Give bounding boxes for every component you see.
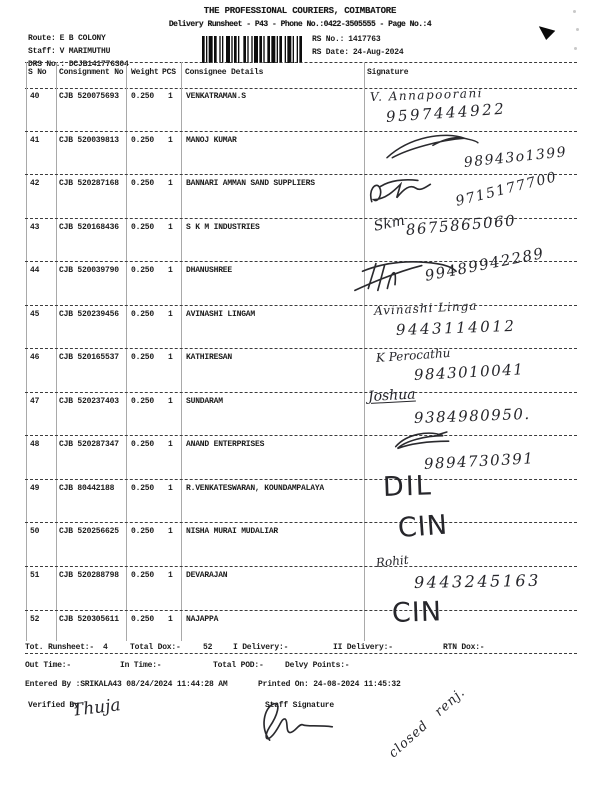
cell-s-no: 51 [30,571,40,581]
signature-scrawl [392,430,456,456]
cell-weight: 0.250 [131,571,155,581]
col-header-consignee: Consignee Details [185,68,264,77]
closed-note-handwriting [386,685,468,761]
rs-no-value: 1417763 [348,35,381,44]
signature-handwriting-row-49 [383,472,433,503]
handwriting-text: CIN [391,596,443,629]
cell-consignment: CJB 520239456 [59,309,119,319]
staff-line [28,47,114,56]
staff-signature-label: Staff Signature [265,701,335,710]
printed-on-line: Printed On: 24-08-2024 11:45:32 [258,680,401,689]
cell-consignment: CJB 520168436 [59,222,119,232]
total-dox-label: Total Dox:- [130,643,181,652]
signature-handwriting-row-50 [396,509,449,544]
cell-consignee: R.VENKATESWARAN, KOUNDAMPALAYA [186,483,325,493]
cell-weight: 0.250 [131,614,155,624]
handwriting-text: Avinashi Linga [373,298,478,318]
cell-consignment: CJB 520237403 [59,396,119,406]
in-time-label: In Time:- [120,661,162,670]
scan-speck [576,28,579,31]
cell-pcs: 1 [168,179,173,189]
route-value: E B COLONY [59,34,106,43]
cell-consignment: CJB 520287347 [59,440,119,450]
cell-consignee: KATHIRESAN [186,353,233,363]
cell-consignee: NAJAPPA [186,614,219,624]
table-top-rule [25,62,577,63]
cell-s-no: 52 [30,614,40,624]
cell-consignment: CJB 520039790 [59,266,119,276]
page-subtitle: Delivery Runsheet - P43 - Phone No.:0422-3505555 - Page No.:4 [168,20,432,29]
drs-value: DCJB141776304 [68,60,129,69]
cell-pcs: 1 [168,440,173,450]
handwriting-text: 9894730391 [423,449,535,473]
handwriting-text: 9715177700 [454,169,559,210]
table-row [25,480,577,524]
signature-handwriting-row-46 [375,345,525,384]
signature-handwriting-row-52 [392,598,442,629]
cell-pcs: 1 [168,135,173,145]
cell-pcs: 1 [168,396,173,406]
page-title: THE PROFESSIONAL COURIERS, COIMBATORE [203,6,397,16]
closed-note-word-1: closed [386,717,432,762]
cell-consignment: CJB 520256625 [59,527,119,537]
cell-pcs: 1 [168,571,173,581]
cell-s-no: 44 [30,266,40,276]
cell-s-no: 46 [30,353,40,363]
cell-pcs: 1 [168,527,173,537]
cell-consignment: CJB 520288798 [59,571,119,581]
cell-pcs: 1 [168,309,173,319]
cell-pcs: 1 [168,483,173,493]
cell-s-no: 41 [30,135,40,145]
cell-pcs: 1 [168,222,173,232]
cell-weight: 0.250 [131,396,155,406]
handwriting-text: 9443114012 [395,316,517,339]
handwriting-text: 9384980950. [413,404,531,427]
route-line [28,34,110,43]
handwriting-text: Skm [372,212,407,235]
cell-s-no: 40 [30,92,40,101]
signature-handwriting-row-43 [372,211,517,239]
verified-by-label: Verified By [28,701,79,710]
out-time-label: Out Time:- [25,661,72,670]
handwriting-text: 8675865060 [405,211,517,239]
handwriting-text: 9597444922 [385,99,507,126]
cell-consignee: NISHA MURAI MUDALIAR [186,527,279,537]
cell-consignment: CJB 520075693 [59,92,119,101]
cell-weight: 0.250 [131,527,155,537]
cell-consignment: CJB 80442188 [59,483,115,493]
cell-pcs: 1 [168,266,173,276]
ii-delivery-label: II Delivery:- [333,643,393,652]
cell-pcs: 1 [168,614,173,624]
verified-by-handwriting: Thuja [70,695,122,721]
handwriting-text: DIL [382,470,434,503]
cell-s-no: 43 [30,222,40,232]
cell-weight: 0.250 [131,309,155,319]
rs-no-label: RS No.: [312,35,345,44]
rs-date-line [312,48,407,57]
cell-consignee: S K M INDUSTRIES [186,222,260,232]
col-header-s-no: S No [28,68,47,77]
barcode [202,36,302,63]
total-pod-label: Total POD:- [213,661,264,670]
cell-consignee: BANNARI AMMAN SAND SUPPLIERS [186,179,315,189]
drs-label: DRS No.: [28,60,65,69]
cell-consignee: SUNDARAM [186,396,223,406]
cell-weight: 0.250 [131,179,155,189]
cell-s-no: 49 [30,483,40,493]
cell-s-no: 45 [30,309,40,319]
handwriting-text: V. Annapoorani [369,86,484,104]
cell-consignee: DHANUSHREE [186,266,233,276]
cell-s-no: 42 [30,179,40,189]
rs-number-line [312,35,384,44]
cell-pcs: 1 [168,92,173,101]
signature-handwriting-row-44 [353,243,546,285]
cell-consignment: CJB 520039813 [59,135,119,145]
handwriting-text: 9843010041 [413,360,525,384]
col-header-signature: Signature [367,68,409,77]
rs-date-label: RS Date: [312,48,349,57]
cell-consignee: VENKATRAMAN.S [186,92,246,101]
delvy-points-label: Delvy Points:- [285,661,350,670]
staff-value: V MARIMUTHU [59,47,111,56]
handwriting-text: 98943o1399 [463,144,568,171]
cell-weight: 0.250 [131,440,155,450]
handwriting-text: K Perocathu [375,345,451,365]
cell-consignment: CJB 520165537 [59,353,119,363]
total-runsheet-value: 4 [103,643,108,652]
col-header-pcs: PCS [162,68,176,77]
cell-weight: 0.250 [131,353,155,363]
cell-pcs: 1 [168,353,173,363]
staff-label: Staff: [28,47,56,56]
handwriting-text: Joshua [367,386,416,405]
cell-s-no: 50 [30,527,40,537]
closed-note-word-2: renj. [432,684,469,720]
col-header-consignment: Consignment No [59,68,124,77]
handwriting-text: Rohit [375,552,410,570]
cell-weight: 0.250 [131,266,155,276]
rs-date-value: 24-Aug-2024 [352,48,404,57]
signature-handwriting-row-40 [369,86,507,126]
cell-consignment: CJB 520287168 [59,179,119,189]
signature-handwriting-row-41 [378,133,568,171]
handwriting-text: 99489942289 [423,243,546,285]
cell-weight: 0.250 [131,483,155,493]
cell-consignment: CJB 520305611 [59,614,119,624]
cell-consignee: ANAND ENTERPRISES [186,440,265,450]
cell-weight: 0.250 [131,222,155,232]
cell-weight: 0.250 [131,135,155,145]
route-label: Route: [28,34,56,43]
scan-speck [574,47,577,50]
cell-consignee: DEVARAJAN [186,571,228,581]
cell-weight: 0.250 [131,92,155,101]
cell-s-no: 48 [30,440,40,450]
signature-handwriting-row-48 [392,430,534,473]
cell-consignee: AVINASHI LINGAM [186,309,256,319]
entered-by-line: Entered By :SRIKALA43 08/24/2024 11:44:28 AM [25,680,228,689]
i-delivery-label: I Delivery:- [233,643,289,652]
total-dox-value: 52 [203,643,213,652]
handwriting-text: CIN [396,509,449,544]
staff-signature-scrawl [256,700,344,744]
cell-consignee: MANOJ KUMAR [186,135,237,145]
signature-handwriting-row-45 [373,298,517,339]
scan-speck [573,10,576,13]
signature-handwriting-row-47 [367,386,531,427]
col-header-weight: Weight [131,68,159,77]
handwriting-text: 9443245163 [413,570,541,592]
total-runsheet-label: Tot. Runsheet:- [25,643,95,652]
signature-handwriting-row-51 [375,552,541,592]
cell-s-no: 47 [30,396,40,406]
rtn-dox-label: RTN Dox:- [443,643,485,652]
